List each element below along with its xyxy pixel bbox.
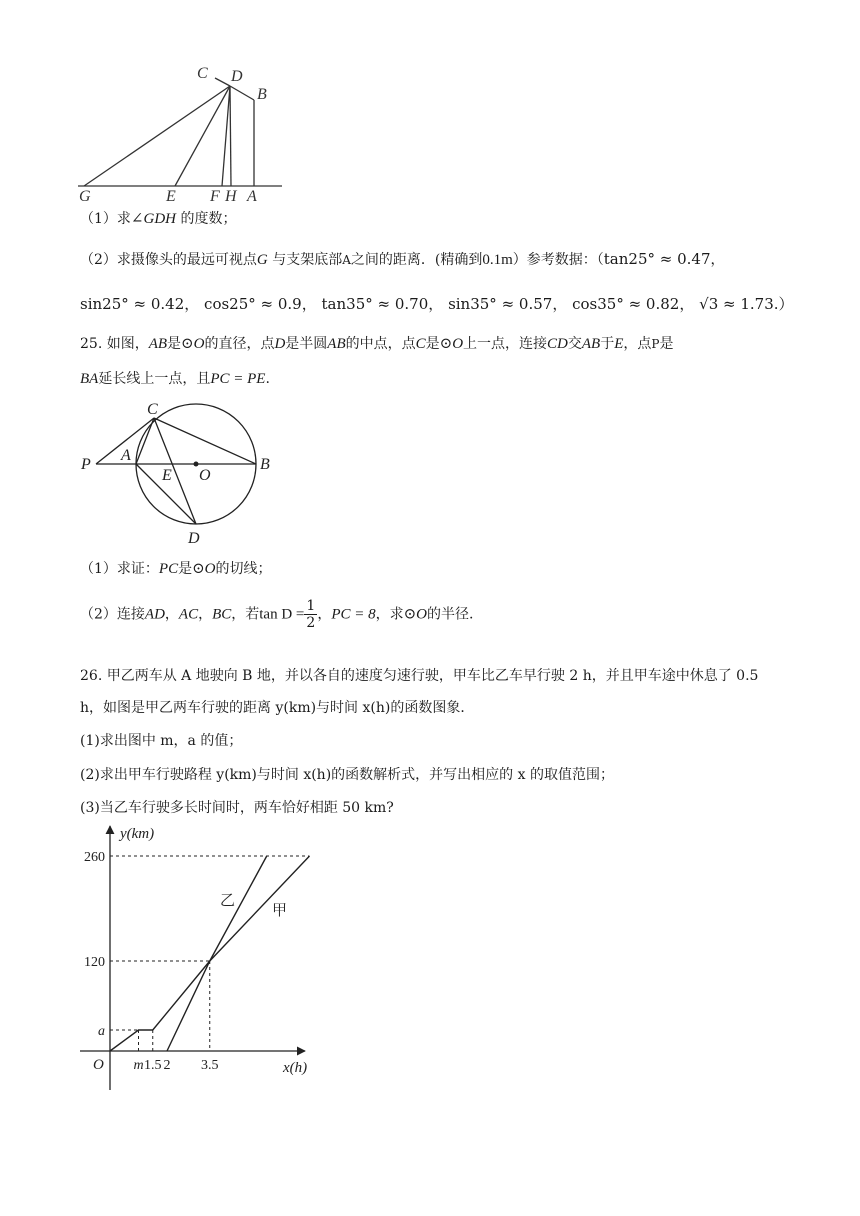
q24-ref-cos35: cos35° ≈ 0.82 [572,295,680,313]
q25-BA: BA [80,371,99,387]
x-tick-label: 3.5 [201,1058,219,1073]
q26-q3: (3)当乙车行驶多长时间时，两车恰好相距 50 km? [80,800,394,816]
q25-text: ，若 [231,606,260,623]
q25-text: 的直径，点 [204,336,275,352]
q25-AC: AC [178,606,199,623]
q25-tanD: tan D = [259,606,305,623]
figure-camera-diagram [0,0,860,210]
q25-comma: ， [164,606,179,623]
label-B: B [257,86,267,103]
q25-AD: AD [144,606,165,623]
q24-part2-mid: 与支架底部 [267,252,343,268]
q25-text: . [265,371,270,387]
q25-text: 是 [167,336,182,352]
q25-comma: ， [198,606,213,623]
x-axis-label: x(h) [283,1060,308,1076]
q25-text: ，求 [375,606,404,623]
line-DB [230,86,254,100]
q25-text: ，点 [623,336,652,352]
q24-part2-precision: 0.1m [482,252,513,268]
label-D: D [231,68,243,85]
label-A: A [247,188,257,205]
q25-AB: AB [148,336,168,352]
q24-ref-cos25: cos25° ≈ 0.9 [204,295,302,313]
q24-sep-4: ， [552,295,568,313]
label-G: G [79,188,91,205]
q25-part2 [80,598,473,631]
q25-text: 是 [178,561,193,577]
q24-part2-ref: ）参考数据：（ [512,252,604,268]
label-A2: A [121,447,131,464]
q25-part1-prefix: （1）求证： [80,561,159,577]
q24-ref-tan35: tan35° ≈ 0.70 [321,295,429,313]
q24-ref-sqrt3: √3 ≈ 1.73 [699,295,774,313]
q24-part2 [80,249,725,269]
q25-text: 于 [600,336,615,352]
q25-number: 25. [80,336,103,352]
q26-line1: 26. 甲乙两车从 A 地驶向 B 地，并以各自的速度匀速行驶，甲车比乙车早行驶 2 h，并且甲车途中休息了 0.5 [80,668,759,684]
label-D2: D [188,530,200,547]
q25-circle-O: ⊙O [181,336,205,352]
line-DH [230,86,231,186]
q25-circle-O: ⊙O [192,561,216,577]
q25-P: P [651,337,660,351]
q24-sep-1: ， [184,295,200,313]
q25-text: 是 [659,336,674,352]
q25-AB: AB [327,336,346,352]
q25-C: C [415,336,426,352]
label-B2: B [260,456,270,473]
q24-sep: ， [710,252,725,268]
q25-text: 的中点，点 [345,336,416,352]
label-P2: P [81,456,91,473]
q24-part2-mid2: 之间的距离．(精确到 [350,252,483,268]
q25-circle-O: ⊙O [403,606,428,623]
x-tick-label: m [133,1058,144,1073]
q24-ref-line [80,293,794,314]
q25-part2-prefix: （2）连接 [80,606,145,623]
label-E2: E [162,467,172,484]
q24-ref-sin25: sin25° ≈ 0.42 [80,295,185,313]
q24-ref-tan25: tan25° ≈ 0.47 [603,250,711,268]
q25-fraction [304,598,317,631]
line-DE [175,86,230,186]
line-DF [222,86,230,186]
figure-circle-diagram [0,390,860,550]
label-C: C [197,65,208,82]
q24-ref-sin35: sin35° ≈ 0.57 [448,295,553,313]
distance-time-chart [0,820,860,1100]
q25-AB: AB [581,336,601,352]
q25-line1 [80,333,673,353]
q25-part1 [80,558,272,578]
q26-line2: h，如图是甲乙两车行驶的距离 y(km)与时间 x(h)的函数图象． [80,700,475,716]
q24-part2-A: A [342,253,351,267]
line-DG [84,86,230,186]
q25-PC: PC [158,561,179,577]
q25-text: 延长线上一点，且 [98,371,211,387]
q26-q1: (1)求出图中 m，a 的值； [80,733,243,749]
q25-PC-eq-PE: PC = PE [210,371,266,387]
label-E: E [166,188,176,205]
q24-part2-prefix: （2）求摄像头的最远可视点 [80,252,257,268]
fraction-denominator: 2 [306,615,316,631]
series-label-yi: 乙 [220,893,236,909]
q24-ref-end: .） [773,295,794,313]
q25-PC-eq-8: PC = 8 [331,606,376,623]
label-C2: C [147,401,158,418]
y-tick-label: 120 [84,955,105,970]
y-tick-label: a [98,1024,105,1039]
q25-E: E [614,336,624,352]
q25-circle-O: ⊙O [439,336,464,352]
q25-text: 如图， [106,336,149,352]
q26-q2: (2)求出甲车行驶路程 y(km)与时间 x(h)的函数解析式，并写出相应的 x 的取值范围； [80,767,614,783]
series-label-jia: 甲 [272,903,288,919]
q25-part2-end: 的半径. [427,606,474,623]
q24-part2-G: G [256,252,268,268]
q24-sep-2: ， [301,295,317,313]
q25-text: 交 [567,336,582,352]
q24-sep-3: ， [428,295,444,313]
label-F: F [210,188,220,205]
q25-BC: BC [212,606,232,623]
q24-part1-suffix: 的度数； [176,211,237,227]
q25-D: D [274,336,286,352]
q25-part1-suffix: 的切线； [215,561,272,577]
center-dot [194,462,199,467]
label-O2: O [199,467,211,484]
q25-CD: CD [547,336,568,352]
x-tick-label: 2 [163,1058,171,1073]
q24-part1-prefix: （1）求 [80,211,131,227]
y-tick-label: 260 [84,850,105,865]
fraction-numerator: 1 [306,598,316,614]
q24-part1-math: ∠GDH [130,211,176,227]
q25-line2 [80,368,270,388]
y-axis-label: y(km) [120,826,155,842]
origin-label: O [93,1057,104,1073]
q25-text: 上一点，连接 [463,336,548,352]
label-H: H [225,188,237,205]
q25-comma: ， [317,606,332,623]
q24-part1 [80,208,236,228]
q25-text: 是半圆 [285,336,328,352]
q25-text: 是 [425,336,440,352]
x-tick-label: 1.5 [144,1058,162,1073]
q24-sep-5: ， [679,295,695,313]
line-CD [215,78,230,86]
